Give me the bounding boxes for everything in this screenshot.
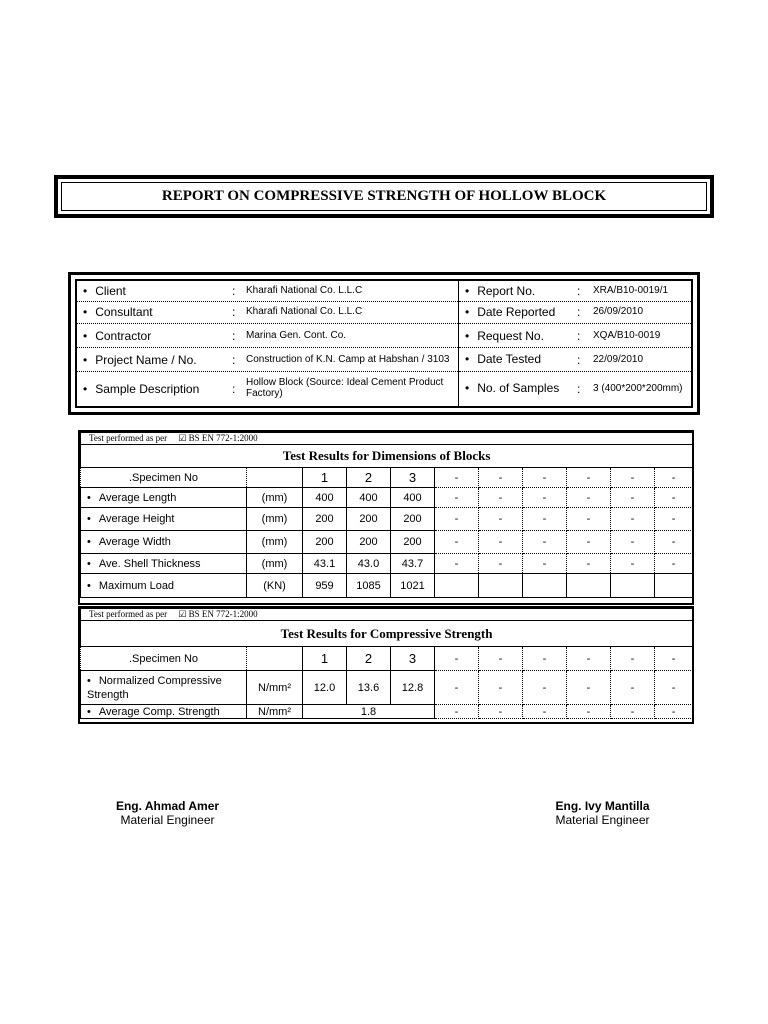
- signatory-role: Material Engineer: [555, 813, 650, 827]
- row-unit: (KN): [247, 574, 303, 598]
- test-standard-line: [81, 433, 693, 445]
- specimen-number: 1: [303, 647, 347, 671]
- specimen-number: -: [611, 647, 655, 671]
- average-value: 1.8: [303, 705, 435, 719]
- specimen-number: 2: [347, 468, 391, 488]
- report-title: REPORT ON COMPRESSIVE STRENGTH OF HOLLOW BLOCK: [61, 182, 707, 211]
- dimensions-row-height: [81, 508, 693, 531]
- info-value: Marina Gen. Cont. Co.: [246, 330, 347, 341]
- row-label: • Maximum Load: [81, 574, 247, 598]
- info-value: Kharafi National Co. L.L.C: [246, 285, 363, 296]
- value-cell: -: [435, 705, 479, 719]
- value-cell: 200: [391, 531, 435, 554]
- value-cell: -: [567, 554, 611, 574]
- signatory-role: Material Engineer: [120, 813, 215, 827]
- compressive-heading: Test Results for Compressive Strength: [81, 621, 693, 647]
- normalized-label-line-1: • Normalized Compressive: [87, 675, 222, 687]
- dimensions-row-width: [81, 531, 693, 554]
- specimen-number: -: [523, 647, 567, 671]
- compressive-standard-row: [81, 609, 693, 621]
- value-cell: [523, 574, 567, 598]
- dimensions-specimen-row: [81, 468, 693, 488]
- row-unit: N/mm²: [247, 705, 303, 719]
- info-colon: :: [577, 329, 581, 343]
- row-unit: (mm): [247, 488, 303, 508]
- info-colon: :: [577, 305, 581, 319]
- specimen-no-label: .Specimen No: [81, 647, 247, 671]
- value-cell: 400: [303, 488, 347, 508]
- specimen-number: 3: [391, 468, 435, 488]
- info-right-column: [459, 281, 691, 406]
- info-label: • Sample Description: [83, 382, 199, 396]
- value-cell: -: [523, 554, 567, 574]
- info-row-consultant: [77, 301, 458, 324]
- value-cell: 13.6: [347, 671, 391, 705]
- specimen-number: -: [567, 468, 611, 488]
- value-cell: -: [523, 508, 567, 531]
- value-cell: 200: [303, 508, 347, 531]
- info-label: • Project Name / No.: [83, 353, 197, 367]
- row-label: • Average Height: [81, 508, 247, 531]
- info-value: 3 (400*200*200mm): [593, 383, 683, 394]
- info-row-no-of-samples: [459, 371, 691, 406]
- specimen-number: 3: [391, 647, 435, 671]
- value-cell: -: [567, 488, 611, 508]
- specimen-number: -: [567, 647, 611, 671]
- value-cell: -: [435, 671, 479, 705]
- compressive-specimen-row: [81, 647, 693, 671]
- value-cell: 43.7: [391, 554, 435, 574]
- value-cell: -: [611, 488, 655, 508]
- report-title-box: [54, 175, 714, 218]
- value-cell: 400: [347, 488, 391, 508]
- info-row-date-reported: [459, 301, 691, 324]
- value-cell: -: [435, 554, 479, 574]
- info-label: • Contractor: [83, 329, 151, 343]
- info-row-client: [77, 281, 458, 302]
- specimen-number: -: [479, 468, 523, 488]
- value-cell: 12.8: [391, 671, 435, 705]
- value-cell: -: [655, 531, 693, 554]
- value-cell: -: [611, 531, 655, 554]
- checkbox-icon: ☑: [178, 609, 187, 619]
- signature-left: [100, 799, 235, 827]
- test-standard: BS EN 772-1:2000: [188, 433, 258, 443]
- test-performed-label: Test performed as per: [89, 609, 168, 619]
- value-cell: -: [479, 671, 523, 705]
- value-cell: -: [611, 705, 655, 719]
- value-cell: -: [655, 671, 693, 705]
- value-cell: 1085: [347, 574, 391, 598]
- specimen-number: -: [611, 468, 655, 488]
- value-cell: [435, 574, 479, 598]
- value-cell: -: [479, 531, 523, 554]
- info-colon: :: [232, 305, 236, 319]
- info-colon: :: [232, 382, 236, 396]
- value-cell: -: [435, 488, 479, 508]
- compressive-row-normalized: [81, 671, 693, 705]
- info-row-date-tested: [459, 347, 691, 372]
- info-label: • Date Tested: [465, 352, 541, 366]
- unit-cell: [247, 468, 303, 488]
- value-cell: [611, 574, 655, 598]
- dimensions-table: [80, 432, 693, 598]
- row-unit: N/mm²: [247, 671, 303, 705]
- info-value: Construction of K.N. Camp at Habshan / 3103: [246, 354, 450, 365]
- info-label: • Consultant: [83, 305, 153, 319]
- info-value: XQA/B10-0019: [593, 330, 661, 341]
- compressive-table: [80, 608, 693, 719]
- value-cell: 400: [391, 488, 435, 508]
- info-colon: :: [577, 382, 581, 396]
- test-performed-label: Test performed as per: [89, 433, 168, 443]
- info-value: 22/09/2010: [593, 354, 644, 365]
- value-cell: 959: [303, 574, 347, 598]
- info-row-report-no: [459, 281, 691, 302]
- value-cell: -: [655, 554, 693, 574]
- info-row-request-no: [459, 323, 691, 348]
- value-cell: -: [611, 508, 655, 531]
- signatory-name: Eng. Ivy Mantilla: [555, 799, 650, 813]
- value-cell: -: [611, 554, 655, 574]
- specimen-number: 1: [303, 468, 347, 488]
- compressive-heading-row: [81, 621, 693, 647]
- dimensions-row-maximum-load: [81, 574, 693, 598]
- specimen-number: -: [479, 647, 523, 671]
- value-cell: -: [567, 705, 611, 719]
- unit-cell: [247, 647, 303, 671]
- info-label: • Client: [83, 284, 126, 298]
- info-value: Hollow Block (Source: Ideal Cement Product Factory): [246, 377, 444, 399]
- value-cell: -: [655, 488, 693, 508]
- info-row-project: [77, 347, 458, 372]
- dimensions-row-shell-thickness: [81, 554, 693, 574]
- value-cell: -: [435, 531, 479, 554]
- info-left-column: [77, 281, 459, 406]
- value-cell: -: [523, 705, 567, 719]
- signatory-name: Eng. Ahmad Amer: [115, 799, 220, 813]
- info-colon: :: [577, 353, 581, 367]
- signature-right: [535, 799, 670, 827]
- specimen-number: 2: [347, 647, 391, 671]
- dimensions-standard-row: [81, 433, 693, 445]
- specimen-number: -: [435, 647, 479, 671]
- dimensions-heading: Test Results for Dimensions of Blocks: [81, 445, 693, 468]
- value-cell: -: [479, 705, 523, 719]
- specimen-number: -: [435, 468, 479, 488]
- value-cell: -: [479, 554, 523, 574]
- info-colon: :: [577, 284, 581, 298]
- row-label: • Average Comp. Strength: [81, 705, 247, 719]
- value-cell: -: [523, 531, 567, 554]
- specimen-number: -: [523, 468, 567, 488]
- checkbox-icon: ☑: [178, 433, 187, 443]
- row-label: • Ave. Shell Thickness: [81, 554, 247, 574]
- normalized-label-line-2: Strength: [87, 688, 129, 701]
- specimen-number: -: [655, 647, 693, 671]
- info-value: XRA/B10-0019/1: [593, 285, 669, 296]
- info-value: Kharafi National Co. L.L.C: [246, 306, 363, 317]
- value-cell: [567, 574, 611, 598]
- compressive-row-average: [81, 705, 693, 719]
- test-standard-line: [81, 609, 693, 621]
- info-colon: :: [232, 284, 236, 298]
- row-label: • Average Width: [81, 531, 247, 554]
- value-cell: [655, 574, 693, 598]
- value-cell: 200: [347, 508, 391, 531]
- info-label: • Request No.: [465, 329, 544, 343]
- value-cell: -: [567, 508, 611, 531]
- value-cell: -: [523, 488, 567, 508]
- value-cell: 200: [347, 531, 391, 554]
- dimensions-heading-row: [81, 445, 693, 468]
- report-info-box: [68, 272, 700, 415]
- specimen-no-label: .Specimen No: [81, 468, 247, 488]
- info-row-sample-description: [77, 371, 458, 406]
- value-cell: 200: [303, 531, 347, 554]
- row-unit: (mm): [247, 554, 303, 574]
- info-label: • Report No.: [465, 284, 535, 298]
- value-cell: [479, 574, 523, 598]
- info-value: 26/09/2010: [593, 306, 644, 317]
- value-cell: -: [479, 488, 523, 508]
- value-cell: -: [479, 508, 523, 531]
- value-cell: -: [567, 531, 611, 554]
- value-cell: 12.0: [303, 671, 347, 705]
- value-cell: -: [523, 671, 567, 705]
- row-unit: (mm): [247, 531, 303, 554]
- value-cell: 200: [391, 508, 435, 531]
- value-cell: 1021: [391, 574, 435, 598]
- value-cell: -: [655, 508, 693, 531]
- row-label: • Average Length: [81, 488, 247, 508]
- info-colon: :: [232, 329, 236, 343]
- row-unit: (mm): [247, 508, 303, 531]
- info-label: • Date Reported: [465, 305, 555, 319]
- value-cell: -: [611, 671, 655, 705]
- info-label: • No. of Samples: [465, 381, 559, 395]
- value-cell: -: [655, 705, 693, 719]
- info-colon: :: [232, 353, 236, 367]
- test-standard: BS EN 772-1:2000: [188, 609, 258, 619]
- dimensions-row-length: [81, 488, 693, 508]
- value-cell: 43.1: [303, 554, 347, 574]
- specimen-number: -: [655, 468, 693, 488]
- row-label: [81, 671, 247, 705]
- value-cell: -: [435, 508, 479, 531]
- info-row-contractor: [77, 323, 458, 348]
- value-cell: 43.0: [347, 554, 391, 574]
- value-cell: -: [567, 671, 611, 705]
